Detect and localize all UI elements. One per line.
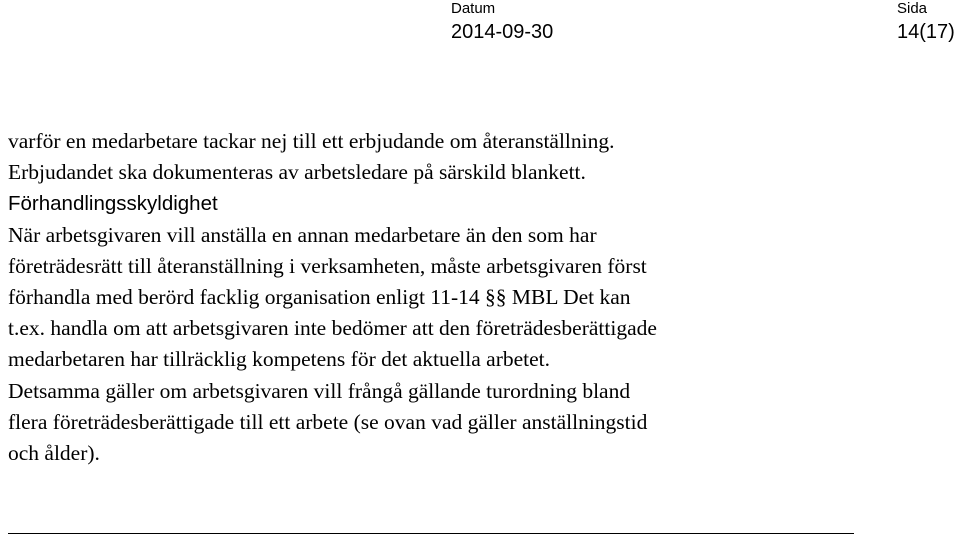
footer-divider <box>8 533 854 534</box>
paragraph-line: förhandla med berörd facklig organisation enligt 11-14 §§ MBL Det kan <box>8 285 631 310</box>
paragraph-line: Detsamma gäller om arbetsgivaren vill frångå gällande turordning bland <box>8 378 631 403</box>
paragraph-line: När arbetsgivaren vill anställa en annan medarbetare än den som har <box>8 222 597 247</box>
paragraph-line: och ålder). <box>8 441 100 466</box>
paragraph-line: företrädesrätt till återanställning i verksamheten, måste arbetsgivaren först <box>8 253 647 278</box>
date-value: 2014-09-30 <box>451 21 554 43</box>
paragraph-line: Erbjudandet ska dokumenteras av arbetsledare på särskild blankett. <box>8 160 586 185</box>
paragraph-line: flera företrädesberättigade till ett arbete (se ovan vad gäller anställningstid <box>8 409 648 434</box>
body-text <box>8 126 953 469</box>
section-heading: Förhandlingsskyldighet <box>8 192 218 216</box>
paragraph-line: medarbetaren har tillräcklig kompetens för det aktuella arbetet. <box>8 347 551 372</box>
paragraph-line: t.ex. handla om att arbetsgivaren inte bedömer att den företrädesberättigade <box>8 316 657 341</box>
date-label: Datum <box>451 0 496 17</box>
page-label: Sida <box>897 0 928 17</box>
paragraph-line: varför en medarbetare tackar nej till ett erbjudande om återanställning. <box>8 129 615 153</box>
page-number: 14(17) <box>897 21 955 43</box>
